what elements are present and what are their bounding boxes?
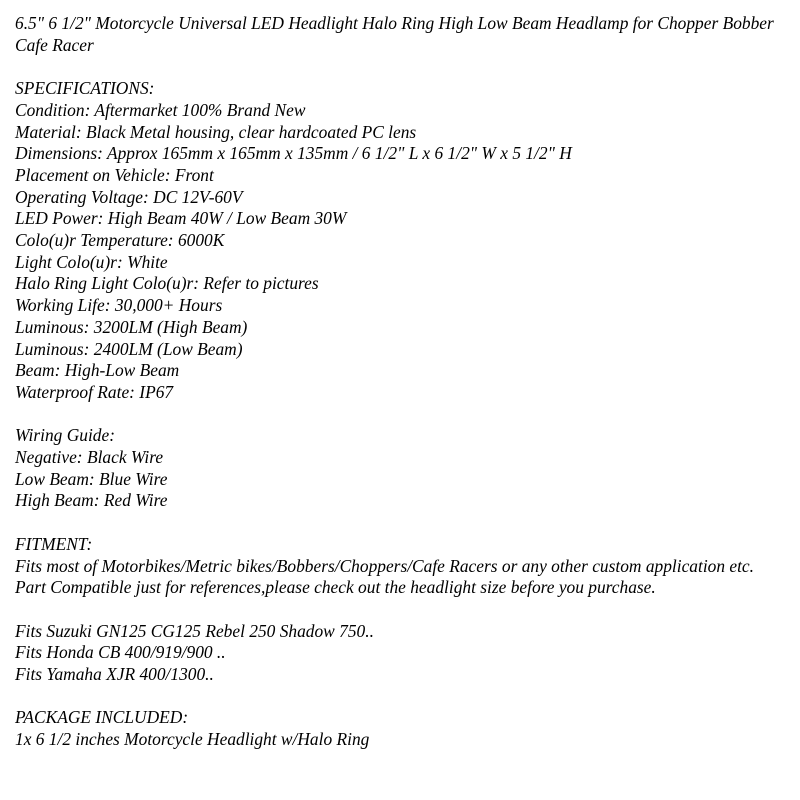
package-item: 1x 6 1/2 inches Motorcycle Headlight w/Halo Ring [15,729,370,750]
spec-led-power: LED Power: High Beam 40W / Low Beam 30W [15,208,347,229]
spacer [15,599,790,621]
spacer [15,512,790,534]
spec-material: Material: Black Metal housing, clear hardcoated PC lens [15,121,417,142]
fitment-heading: FITMENT: [15,533,93,554]
spec-color-temperature: Colo(u)r Temperature: 6000K [15,230,225,251]
fitment-general: Fits most of Motorbikes/Metric bikes/Bobbers/Choppers/Cafe Racers or any other custom application etc. [15,555,755,576]
wiring-guide-heading: Wiring Guide: [15,425,115,446]
fitment-honda: Fits Honda CB 400/919/900 .. [15,642,226,663]
spec-beam: Beam: High-Low Beam [15,360,180,381]
spec-placement: Placement on Vehicle: Front [15,164,214,185]
spec-dimensions: Dimensions: Approx 165mm x 165mm x 135mm / 6 1/2" L x 6 1/2" W x 5 1/2" H [15,143,572,164]
fitment-note: Part Compatible just for references,please check out the headlight size before you purchase. [15,577,656,598]
specifications-heading: SPECIFICATIONS: [15,78,155,99]
product-title: 6.5" 6 1/2" Motorcycle Universal LED Headlight Halo Ring High Low Beam Headlamp for Chopper Bobber Cafe Racer [15,13,774,55]
wiring-low-beam: Low Beam: Blue Wire [15,468,168,489]
spacer [15,404,790,426]
package-section [15,707,790,750]
wiring-negative: Negative: Black Wire [15,447,164,468]
product-description [15,13,790,751]
specifications-section [15,78,790,404]
spec-operating-voltage: Operating Voltage: DC 12V-60V [15,186,243,207]
fitment-suzuki: Fits Suzuki GN125 CG125 Rebel 250 Shadow 750.. [15,620,374,641]
fitment-yamaha: Fits Yamaha XJR 400/1300.. [15,664,214,685]
spacer [15,686,790,708]
spec-waterproof-rate: Waterproof Rate: IP67 [15,381,174,402]
wiring-high-beam: High Beam: Red Wire [15,490,168,511]
spec-light-color: Light Colo(u)r: White [15,251,168,272]
spacer [15,56,790,78]
fitment-section [15,534,790,686]
spec-working-life: Working Life: 30,000+ Hours [15,295,223,316]
spec-condition: Condition: Aftermarket 100% Brand New [15,99,306,120]
wiring-guide-section [15,425,790,512]
spec-luminous-low: Luminous: 2400LM (Low Beam) [15,338,243,359]
package-heading: PACKAGE INCLUDED: [15,707,189,728]
spec-luminous-high: Luminous: 3200LM (High Beam) [15,316,248,337]
spec-halo-ring-color: Halo Ring Light Colo(u)r: Refer to pictures [15,273,319,294]
